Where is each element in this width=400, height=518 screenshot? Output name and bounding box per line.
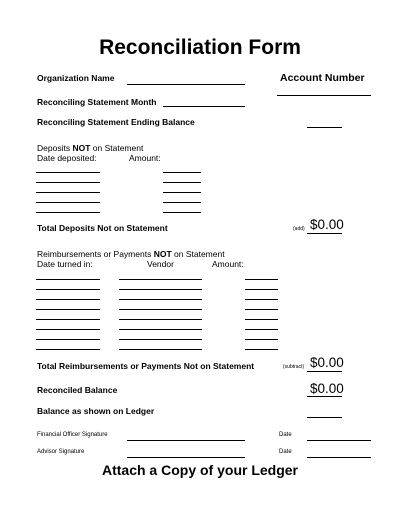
reimbursement-date-field[interactable] xyxy=(36,299,100,300)
financial-officer-date-field[interactable] xyxy=(307,440,371,441)
total-deposits-amount: $0.00 xyxy=(310,217,344,232)
reimbursement-date-field[interactable] xyxy=(36,329,100,330)
account-number-field[interactable] xyxy=(277,95,371,96)
reimbursement-date-field[interactable] xyxy=(36,309,100,310)
advisor-signature-field[interactable] xyxy=(127,457,245,458)
deposit-amount-field[interactable] xyxy=(163,192,201,193)
reimbursement-amount-field[interactable] xyxy=(245,329,278,330)
deposit-amount-field[interactable] xyxy=(163,202,201,203)
statement-month-label: Reconciling Statement Month xyxy=(37,97,157,107)
reimbursement-date-field[interactable] xyxy=(36,349,100,350)
deposits-heading: Deposits NOT on Statement xyxy=(37,143,144,153)
reimbursement-date-field[interactable] xyxy=(36,339,100,340)
reimbursement-vendor-field[interactable] xyxy=(119,329,202,330)
financial-officer-signature-label: Financial Officer Signature xyxy=(37,432,108,438)
financial-officer-signature-field[interactable] xyxy=(127,440,245,441)
reimbursements-vendor-column-label: Vendor xyxy=(147,259,174,269)
reimbursement-amount-field[interactable] xyxy=(245,289,278,290)
total-reimbursements-label: Total Reimbursements or Payments Not on Statement xyxy=(37,361,255,371)
reimbursement-amount-field[interactable] xyxy=(245,309,278,310)
reimbursement-vendor-field[interactable] xyxy=(119,279,202,280)
account-number-label: Account Number xyxy=(280,72,365,84)
reimbursement-amount-field[interactable] xyxy=(245,299,278,300)
deposit-amount-field[interactable] xyxy=(163,172,201,173)
deposit-amount-field[interactable] xyxy=(163,212,201,213)
advisor-date-field[interactable] xyxy=(307,457,371,458)
reimbursement-amount-field[interactable] xyxy=(245,349,278,350)
statement-month-field[interactable] xyxy=(163,106,245,107)
reimbursement-vendor-field[interactable] xyxy=(119,319,202,320)
total-reimbursements-amount: $0.00 xyxy=(310,355,344,370)
reimbursement-amount-field[interactable] xyxy=(245,319,278,320)
total-reimbursements-underline xyxy=(307,371,342,372)
organization-name-field[interactable] xyxy=(127,84,245,85)
deposit-date-field[interactable] xyxy=(36,212,100,213)
total-deposits-underline xyxy=(307,233,342,234)
form-title: Reconciliation Form xyxy=(99,36,301,59)
ledger-balance-field[interactable] xyxy=(307,417,342,418)
reconciled-balance-underline xyxy=(307,396,342,397)
total-deposits-label: Total Deposits Not on Statement xyxy=(37,223,168,233)
attach-ledger-note: Attach a Copy of your Ledger xyxy=(101,462,299,478)
ending-balance-field[interactable] xyxy=(307,127,342,128)
advisor-date-label: Date xyxy=(279,449,292,455)
deposit-date-field[interactable] xyxy=(36,202,100,203)
organization-name-label: Organization Name xyxy=(37,73,115,83)
reimbursement-vendor-field[interactable] xyxy=(119,299,202,300)
financial-officer-date-label: Date xyxy=(279,432,292,438)
reimbursements-amount-column-label: Amount: xyxy=(212,259,244,269)
reconciled-balance-label: Reconciled Balance xyxy=(37,385,118,395)
deposits-date-column-label: Date deposited: xyxy=(37,153,97,163)
total-deposits-note: (add) xyxy=(293,226,305,232)
reimbursement-vendor-field[interactable] xyxy=(119,309,202,310)
reimbursement-date-field[interactable] xyxy=(36,279,100,280)
reimbursement-date-field[interactable] xyxy=(36,289,100,290)
reimbursement-vendor-field[interactable] xyxy=(119,289,202,290)
reimbursement-vendor-field[interactable] xyxy=(119,349,202,350)
reimbursement-vendor-field[interactable] xyxy=(119,339,202,340)
reimbursement-amount-field[interactable] xyxy=(245,279,278,280)
deposits-amount-column-label: Amount: xyxy=(129,153,161,163)
reimbursement-amount-field[interactable] xyxy=(245,339,278,340)
reimbursements-date-column-label: Date turned in: xyxy=(37,259,93,269)
reimbursements-heading: Reimbursements or Payments NOT on Statement xyxy=(37,249,225,259)
ledger-balance-label: Balance as shown on Ledger xyxy=(37,406,155,416)
deposit-date-field[interactable] xyxy=(36,172,100,173)
deposit-amount-field[interactable] xyxy=(163,182,201,183)
advisor-signature-label: Advisor Signature xyxy=(37,449,85,455)
reimbursement-date-field[interactable] xyxy=(36,319,100,320)
total-reimbursements-note: (subtract) xyxy=(283,364,305,370)
deposit-date-field[interactable] xyxy=(36,192,100,193)
reconciled-balance-amount: $0.00 xyxy=(310,381,344,396)
ending-balance-label: Reconciling Statement Ending Balance xyxy=(37,117,195,127)
deposit-date-field[interactable] xyxy=(36,182,100,183)
